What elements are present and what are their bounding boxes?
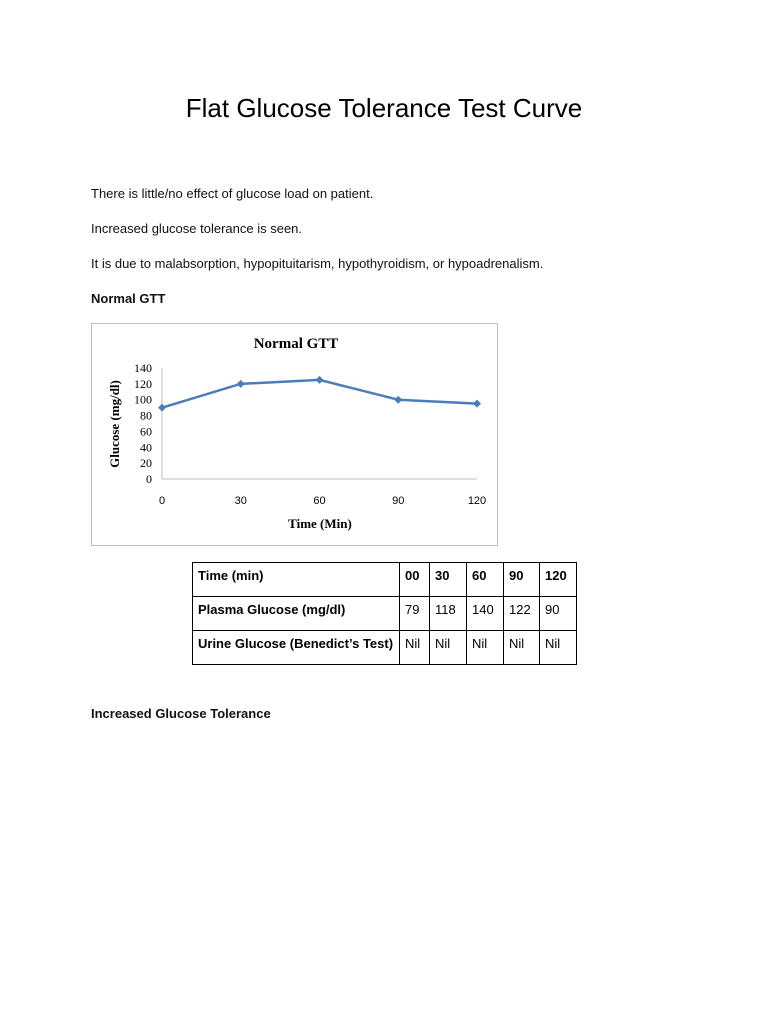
x-tick-label: 0: [158, 495, 166, 507]
table-header-cell: 90: [504, 563, 540, 597]
paragraph-tolerance: Increased glucose tolerance is seen.: [91, 221, 303, 236]
paragraph-causes: It is due to malabsorption, hypopituitarism, hypothyroidism, or hypoadrenalism.: [91, 256, 544, 271]
data-point-marker: [473, 400, 481, 408]
data-point-marker: [316, 376, 324, 384]
table-cell: Nil: [467, 631, 504, 665]
y-tick-label: 40: [140, 440, 152, 455]
table-header-label: Time (min): [193, 563, 400, 597]
table-cell: 90: [540, 597, 577, 631]
y-tick-label: 120: [134, 376, 152, 391]
section-heading-normal-gtt: Normal GTT: [91, 291, 166, 306]
table-cell: Nil: [400, 631, 430, 665]
table-cell: Nil: [430, 631, 467, 665]
table-cell: 122: [504, 597, 540, 631]
chart-x-axis-label: Time (Min): [288, 516, 352, 531]
table-cell: 118: [430, 597, 467, 631]
paragraph-effect: There is little/no effect of glucose load on patient.: [91, 186, 374, 201]
table-header-cell: 30: [430, 563, 467, 597]
y-tick-label: 80: [140, 408, 152, 423]
table-cell: Nil: [540, 631, 577, 665]
table-row-label: Urine Glucose (Benedict’s Test): [193, 631, 400, 665]
table-row-urine-glucose: [193, 631, 577, 665]
x-tick-label: 90: [392, 495, 405, 507]
chart-y-axis-label: Glucose (mg/dl): [107, 380, 122, 468]
table-header-row: [193, 563, 577, 597]
y-tick-label: 60: [140, 424, 152, 439]
y-tick-label: 20: [140, 456, 152, 471]
normal-gtt-chart: [91, 323, 498, 546]
series-line: [162, 380, 477, 408]
table-header-cell: 00: [400, 563, 430, 597]
x-tick-label: 60: [313, 495, 326, 507]
table-cell: 140: [467, 597, 504, 631]
y-tick-label: 140: [134, 361, 152, 375]
table-cell: Nil: [504, 631, 540, 665]
table-header-cell: 120: [540, 563, 577, 597]
data-point-marker: [158, 404, 166, 412]
data-point-marker: [237, 380, 245, 388]
page-title: Flat Glucose Tolerance Test Curve: [185, 93, 583, 123]
gtt-table: [192, 562, 577, 665]
chart-title: Normal GTT: [253, 336, 339, 352]
y-tick-label: 0: [146, 472, 152, 486]
x-tick-label: 120: [467, 495, 487, 507]
table-row-plasma-glucose: [193, 597, 577, 631]
x-tick-label: 30: [234, 495, 247, 507]
data-point-marker: [394, 396, 402, 404]
table-row-label: Plasma Glucose (mg/dl): [193, 597, 400, 631]
y-tick-label: 100: [134, 392, 152, 407]
table-cell: 79: [400, 597, 430, 631]
table-header-cell: 60: [467, 563, 504, 597]
chart-canvas: [92, 324, 499, 547]
section-heading-increased-tolerance: Increased Glucose Tolerance: [91, 706, 271, 721]
